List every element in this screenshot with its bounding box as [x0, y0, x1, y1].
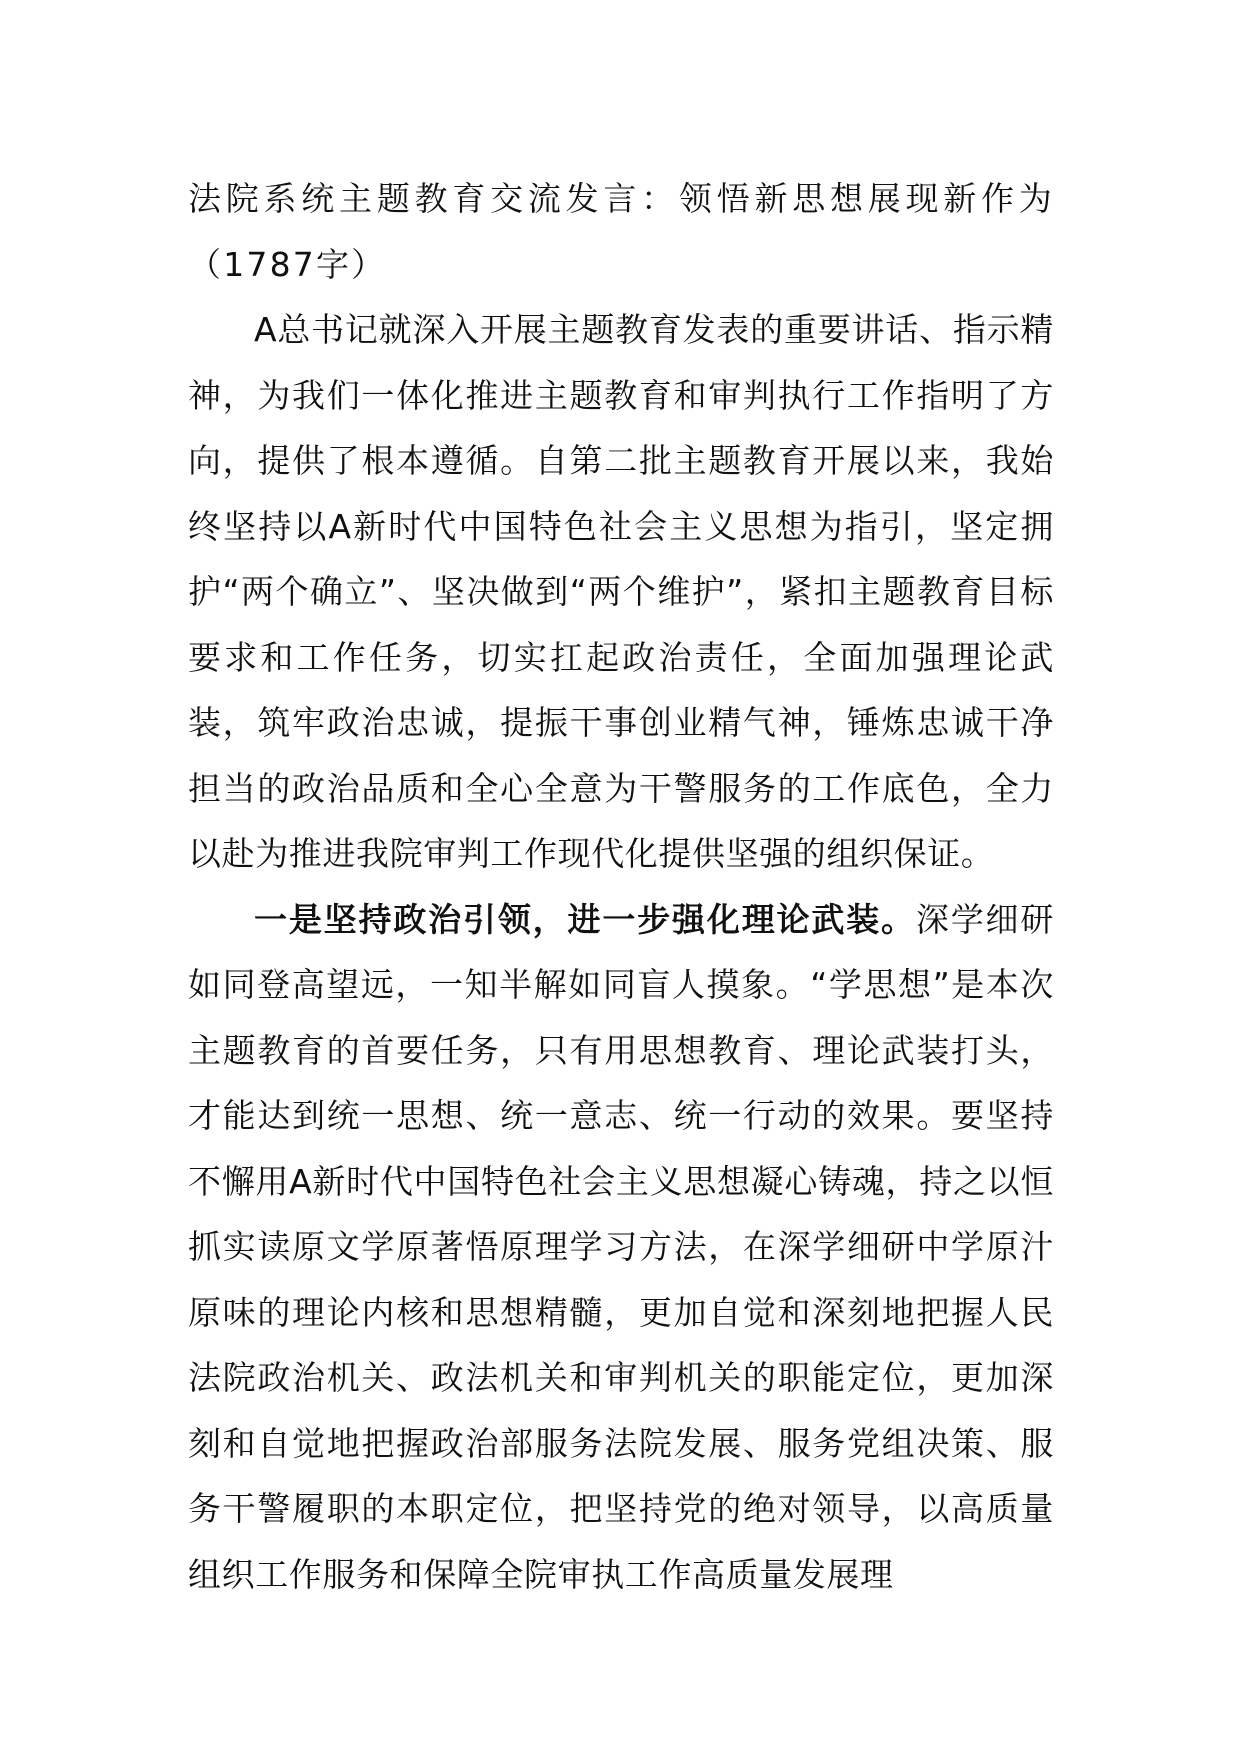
paragraph-text: 深学细研如同登高望远，一知半解如同盲人摸象。“学思想”是本次主题教育的首要任务，只有用思想教育、理论武装打头，才能达到统一思想、统一意志、统一行动的效果。要坚持不懈用A新时代中国特色社会主义思想凝心铸魂，持之以恒抓实读原文学原著悟原理学习方法，在深学细研中学原汁原味的理论内核和思想精髓，更加自觉和深刻地把握人民法院政治机关、政法机关和审判机关的职能定位，更加深刻和自觉地把握政治部服务法院发展、服务党组决策、服务干警履职的本职定位，把坚持党的绝对领导，以高质量组织工作服务和保障全院审执工作高质量发展理: [188, 899, 1054, 1594]
document-title: 法院系统主题教育交流发言：领悟新思想展现新作为（1787字）: [188, 179, 1054, 284]
paragraph-intro: [188, 297, 1054, 887]
paragraph-point-one: [188, 887, 1054, 1608]
paragraph-text: A总书记就深入开展主题教育发表的重要讲话、指示精神，为我们一体化推进主题教育和审判执行工作指明了方向，提供了根本遵循。自第二批主题教育开展以来，我始终坚持以A新时代中国特色社会主义思想为指引，坚定拥护“两个确立”、坚决做到“两个维护”，紧扣主题教育目标要求和工作任务，切实扛起政治责任，全面加强理论武装，筑牢政治忠诚，提振干事创业精气神，锤炼忠诚干净担当的政治品质和全心全意为干警服务的工作底色，全力以赴为推进我院审判工作现代化提供坚强的组织保证。: [188, 310, 1054, 873]
document-body: [188, 166, 1054, 1607]
paragraph-lead: 一是坚持政治引领，进一步强化理论武装。: [254, 899, 916, 939]
